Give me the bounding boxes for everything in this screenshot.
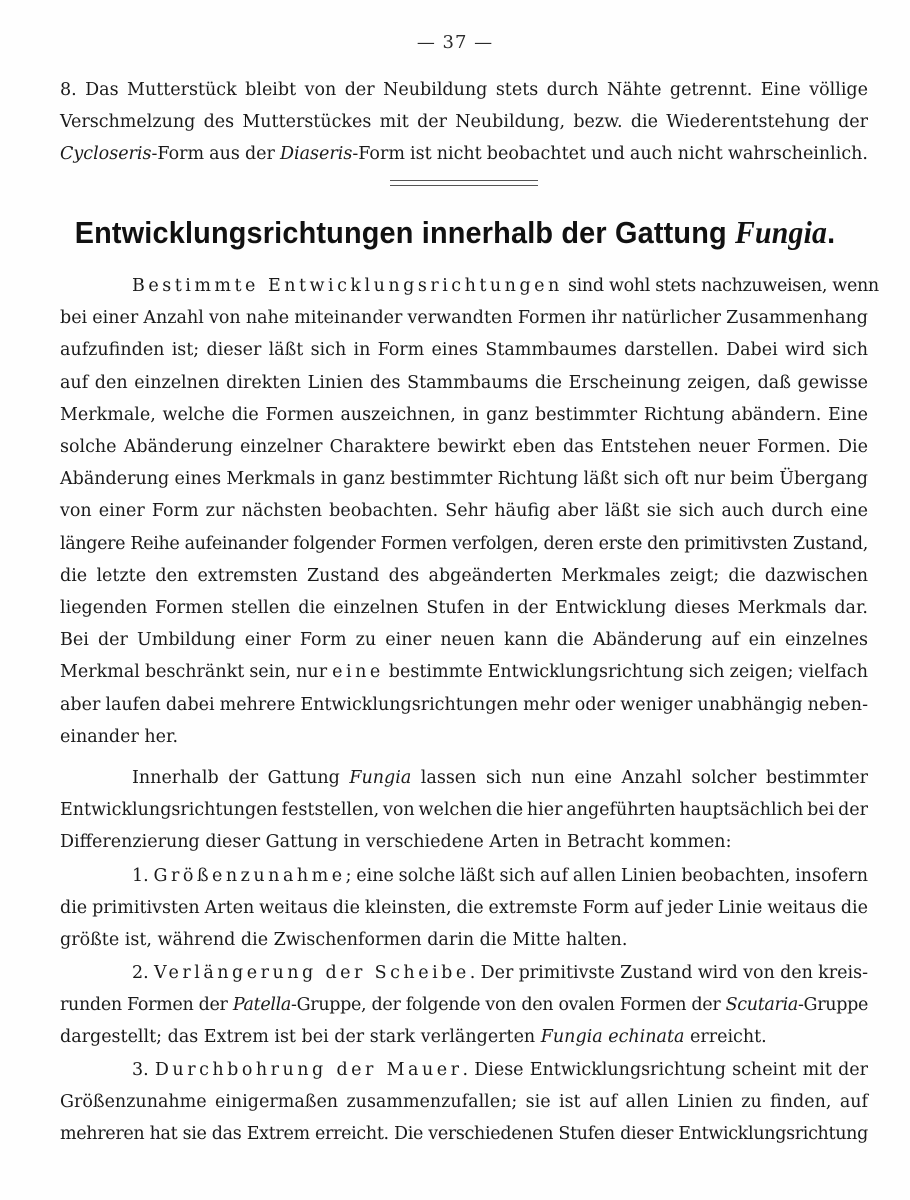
item-number: 1.: [132, 866, 154, 886]
text-line: [60, 270, 879, 302]
text-line: größte ist, während die Zwischenformen darin die Mitte halten.: [60, 930, 628, 951]
heading-period: .: [827, 215, 836, 250]
text-fragment: -Gruppe, der folgende von den ovalen Formen der: [291, 995, 726, 1016]
item-number: 2.: [132, 963, 154, 983]
paragraph-8: [60, 74, 868, 171]
text-fragment: runden Formen der: [60, 995, 233, 1016]
text-fragment: sind wohl stets nachzuweisen, wenn: [562, 276, 879, 296]
taxon-name: Cycloseris: [60, 144, 152, 165]
text-fragment: -Form aus der: [151, 144, 280, 165]
taxon-name: Patella: [232, 995, 292, 1016]
text-line: Entwicklungsrichtungen feststellen, von welchen die hier angeführten hauptsächlich bei der: [60, 800, 868, 821]
text-line: solche Abänderung einzelner Charaktere bewirkt eben das Entstehen neuer Formen. Die: [60, 437, 868, 458]
text-line: einander her.: [60, 726, 179, 747]
spaced-emphasis: Größenzunahme: [153, 866, 346, 886]
taxon-name: Fungia: [349, 768, 412, 788]
text-line: die primitivsten Arten weitaus die kleinsten, die extremste Form auf jeder Linie weitaus die: [60, 898, 868, 919]
text-line: [60, 989, 868, 1021]
text-fragment: Merkmal beschränkt sein, nur: [60, 662, 333, 683]
text-line: Verschmelzung des Mutterstückes mit der Neubildung, bezw. die Wiederentstehung der: [60, 112, 868, 133]
text-fragment: erreicht.: [684, 1027, 767, 1048]
text-line: auf den einzelnen direkten Linien des Stammbaums die Erscheinung zeigen, daß gewisse: [60, 372, 868, 393]
text-line: Bei der Umbildung einer Form zu einer neuen kann die Abänderung auf ein einzelnes: [60, 630, 868, 651]
spaced-emphasis: Durchbohrung der Mauer: [154, 1060, 463, 1080]
text-line: [60, 957, 868, 989]
text-fragment: . Der primitivste Zustand wird von den kreis-: [469, 963, 868, 983]
text-line: mehreren hat sie das Extrem erreicht. Die verschiedenen Stufen dieser Entwicklungsrichtung: [60, 1124, 868, 1145]
text-fragment: ; eine solche läßt sich auf allen Linien beobachten, insofern: [345, 866, 869, 886]
paragraph-intro: [60, 270, 879, 753]
heading-genus: Fungia: [734, 214, 828, 250]
item-number: 3.: [132, 1060, 155, 1080]
text-line: [60, 1054, 868, 1086]
text-line: [60, 138, 868, 170]
text-line: Größenzunahme einigermaßen zusammenzufallen; sie ist auf allen Linien zu finden, auf: [60, 1092, 868, 1113]
list-item-1: [60, 860, 868, 957]
text-fragment: lassen sich nun eine Anzahl solcher bestimmter: [411, 768, 868, 788]
text-fragment: Innerhalb der Gattung: [132, 768, 350, 788]
text-line: Differenzierung dieser Gattung in verschiedene Arten in Betracht kommen:: [60, 832, 732, 853]
text-line: längere Reihe aufeinander folgender Formen verfolgen, deren erste den primitivsten Zustand,: [60, 533, 868, 554]
text-line: die letzte den extremsten Zustand des abgeänderten Merkmales zeigt; die dazwischen: [60, 565, 868, 586]
taxon-name: Diaseris: [279, 144, 353, 165]
taxon-name: Scutaria: [725, 995, 798, 1016]
text-line: [60, 1021, 868, 1053]
spaced-emphasis: Verlängerung der Scheibe: [153, 963, 470, 983]
text-line: Merkmale, welche die Formen auszeichnen, in ganz bestimmter Richtung abändern. Eine: [60, 404, 868, 425]
spaced-emphasis: eine: [332, 662, 384, 683]
text-fragment: -Gruppe: [797, 995, 868, 1016]
list-item-2: [60, 957, 868, 1054]
text-fragment: dargestellt; das Extrem ist bei der stark verlängerten: [60, 1027, 541, 1048]
text-line: aufzufinden ist; dieser läßt sich in Form eines Stammbaumes darstellen. Dabei wird sich: [60, 340, 868, 361]
taxon-name: Fungia echinata: [540, 1027, 685, 1048]
section-divider: [390, 180, 538, 186]
page-number: — 37 —: [416, 32, 494, 53]
text-fragment: -Form ist nicht beobachtet und auch nicht wahrscheinlich.: [352, 144, 868, 165]
text-line: von einer Form zur nächsten beobachten. Sehr häufig aber läßt sie sich auch durch eine: [60, 501, 868, 522]
paragraph-genus-directions: [60, 762, 868, 859]
section-heading: [32, 214, 878, 251]
text-line: [60, 762, 868, 794]
spaced-emphasis: Bestimmte Entwicklungsrichtungen: [132, 276, 563, 296]
text-line: [60, 656, 868, 688]
text-fragment: . Diese Entwicklungsrichtung scheint mit der: [462, 1060, 869, 1080]
text-line: aber laufen dabei mehrere Entwicklungsrichtungen mehr oder weniger unabhängig neben-: [60, 694, 868, 715]
text-line: liegenden Formen stellen die einzelnen Stufen in der Entwicklung dieses Merkmals dar.: [60, 598, 868, 619]
text-line: bei einer Anzahl von nahe miteinander verwandten Formen ihr natürlicher Zusammenhang: [60, 308, 868, 329]
text-fragment: bestimmte Entwicklungsrichtung sich zeigen; vielfach: [383, 662, 868, 683]
text-line: 8. Das Mutterstück bleibt von der Neubildung stets durch Nähte getrennt. Eine völlige: [60, 80, 868, 100]
list-item-3: [60, 1054, 868, 1151]
text-line: [60, 860, 868, 892]
text-line: Abänderung eines Merkmals in ganz bestimmter Richtung läßt sich oft nur beim Übergang: [60, 469, 868, 490]
heading-text: Entwicklungsrichtungen innerhalb der Gattung: [74, 215, 735, 250]
